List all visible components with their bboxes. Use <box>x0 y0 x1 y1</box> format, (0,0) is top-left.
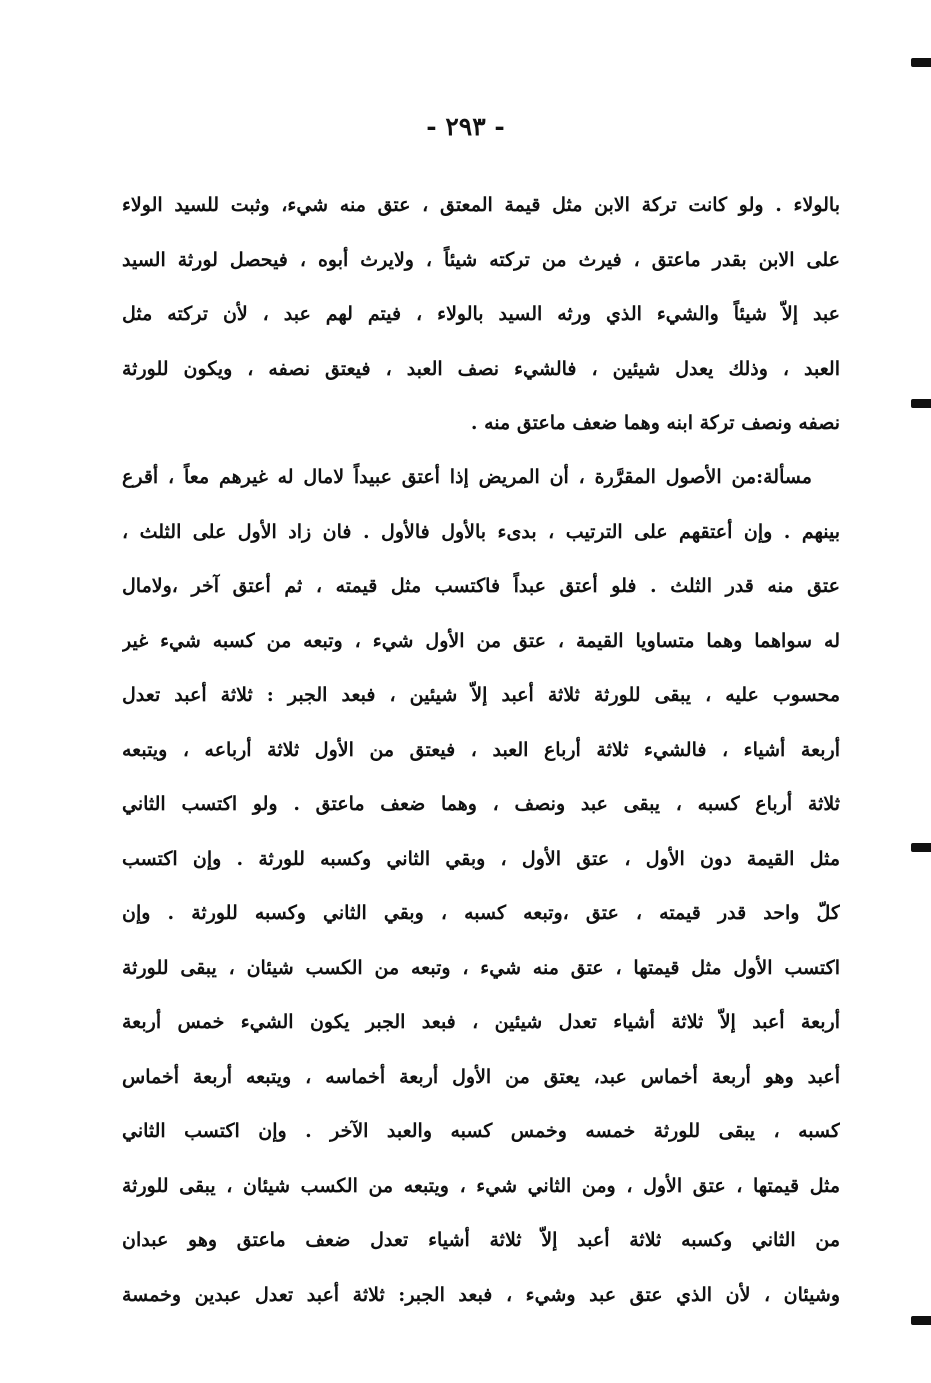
text-line: مثل القيمة دون الأول ، عتق الأول ، وبقي الثاني وكسبه للورثة . وإن اكتسب <box>122 847 840 870</box>
text-line: من الثاني وكسبه ثلاثة أعبد إلاّ ثلاثة أشياء تعدل ضعف ماعتق وهو عبدان <box>122 1229 840 1251</box>
text-line: مسألة:من الأصول المقرَّرة ، أن المريض إذا أعتق عبيداً لامال له غيرهم معاً ، أقرع <box>122 466 812 488</box>
paragraph-2 <box>122 450 840 1322</box>
text-line: محسوب عليه ، يبقى للورثة ثلاثة أعبد إلاّ شيئين ، فبعد الجبر : ثلاثة أعبد تعدل <box>122 684 840 706</box>
text-line: بالولاء . ولو كانت تركة الابن مثل قيمة المعتق ، عتق منه شيء، وثبت للسيد الولاء <box>122 194 840 216</box>
text-line: كسبه ، يبقى للورثة خمسه وخمس كسبه والعبد الآخر . وإن اكتسب الثاني <box>122 1120 840 1142</box>
paragraph-1 <box>122 178 840 451</box>
text-line: كلّ واحد قدر قيمته ، عتق ،وتبعه كسبه ، وبقي الثاني وكسبه للورثة . وإن <box>122 902 840 924</box>
text-line: العبد ، وذلك يعدل شيئين ، فالشيء نصف العبد ، فيعتق نصفه ، ويكون للورثة <box>122 357 840 380</box>
scan-edge-mark <box>911 843 931 852</box>
text-line: له سواهما وهما متساويا القيمة ، عتق من الأول شيء ، وتبعه من كسبه شيء غير <box>122 629 840 652</box>
text-line: على الابن بقدر ماعتق ، فيرث من تركته شيئاً ، ولايرث أبوه ، فيحصل لورثة السيد <box>122 248 840 271</box>
text-line: عبد إلاّ شيئاً والشيء الذي ورثه السيد بالولاء ، فيتم لهم عبد ، لأن تركته مثل <box>122 303 840 325</box>
scan-edge-mark <box>911 1316 931 1325</box>
text-line: بينهم . وإن أعتقهم على الترتيب ، بدىء بالأول فالأول . فان زاد الأول على الثلث ، <box>122 520 840 543</box>
text-line: أربعة أعبد إلاّ ثلاثة أشياء تعدل شيئين ، فبعد الجبر يكون الشيء خمس أربعة <box>122 1011 840 1033</box>
scan-edge-mark <box>911 58 931 67</box>
text-line: ثلاثة أرباع كسبه ، يبقى عبد ونصف ، وهما ضعف ماعتق . ولو اكتسب الثاني <box>122 793 840 815</box>
text-line: مثل قيمتها ، عتق الأول ، ومن الثاني شيء ، ويتبعه من الكسب شيئان ، يبقى للورثة <box>122 1174 840 1197</box>
text-line: عتق منه قدر الثلث . فلو أعتق عبداً فاكتسب مثل قيمته ، ثم أعتق آخر ،ولامال <box>122 575 840 597</box>
page-number: - ٢٩٣ - <box>426 112 505 141</box>
text-line: اكتسب الأول مثل قيمتها ، عتق منه شيء ، وتبعه من الكسب شيئان ، يبقى للورثة <box>122 956 840 979</box>
text-line: وشيئان ، لأن الذي عتق عبد وشيء ، فبعد الجبر: ثلاثة أعبد تعدل عبدين وخمسة <box>122 1283 840 1306</box>
text-line: أعبد وهو أربعة أخماس عبد، يعتق من الأول أربعة أخماسه ، ويتبعه أربعة أخماس <box>122 1065 840 1088</box>
text-line: أربعة أشياء ، فالشيء ثلاثة أرباع العبد ، فيعتق من الأول ثلاثة أرباعه ، ويتبعه <box>122 738 840 761</box>
scan-edge-mark <box>911 399 931 408</box>
text-line: نصفه ونصف تركة ابنه وهما ضعف ماعتق منه . <box>470 412 840 434</box>
